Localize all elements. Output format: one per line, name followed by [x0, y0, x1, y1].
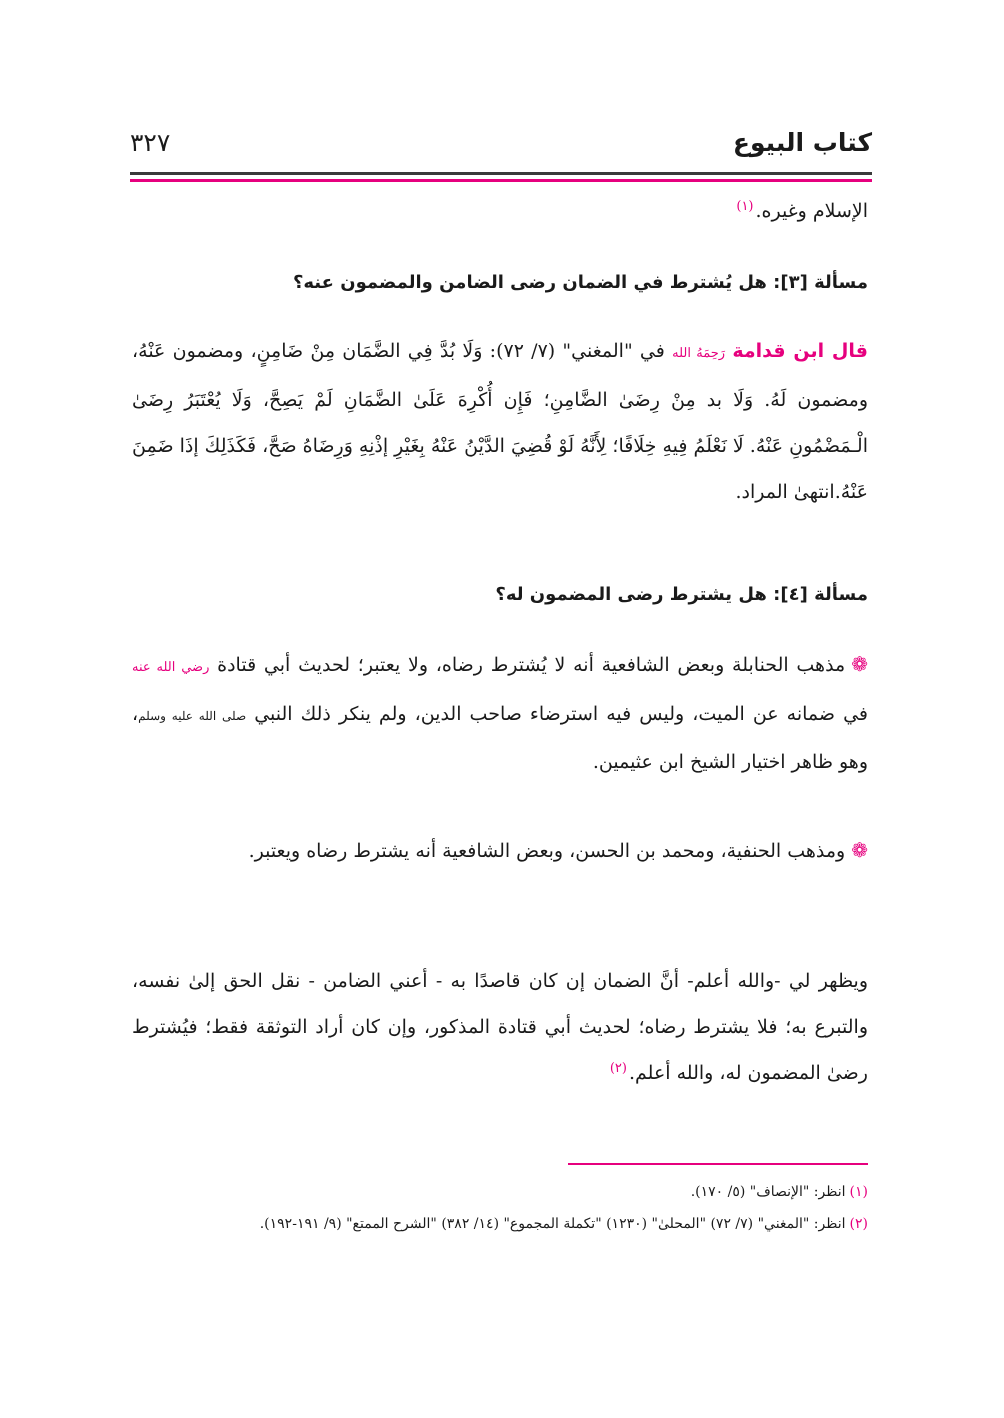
footnote-number: (٢) [849, 1216, 868, 1232]
para2-text: ومذهب الحنفية، ومحمد بن الحسن، وبعض الشافعية أنه يشترط رضاه ويعتبر. [248, 840, 846, 862]
footnote-1 [132, 1180, 868, 1204]
page-number: ٣٢٧ [130, 128, 171, 157]
book-title: كتاب البيوع [732, 128, 872, 157]
footnote-number: (١) [849, 1184, 868, 1200]
footnote-text: انظر: "الإنصاف" (٥/ ١٧٠). [690, 1184, 846, 1200]
issue-3-label: مسألة [٣]: [773, 272, 868, 293]
footnote-rule [568, 1163, 868, 1165]
blessing-glyph: رضي الله عنه [132, 660, 210, 675]
header-rule-pink [130, 179, 872, 182]
issue-3-question: هل يُشترط في الضمان رضى الضامن والمضمون عنه؟ [292, 272, 767, 293]
issue-4-conclusion [132, 958, 868, 1096]
issue-3-quote [132, 328, 868, 515]
footnote-ref-1: (١) [736, 198, 754, 214]
running-head [130, 124, 872, 174]
footnote-2 [132, 1212, 868, 1236]
blessing-glyph: صلى الله عليه وسلم [138, 709, 247, 723]
para1-text-c: ، وهو ظاهر اختيار الشيخ ابن عثيمين. [132, 703, 868, 773]
issue-4-paragraph-1 [132, 641, 868, 785]
footnotes [132, 1180, 868, 1244]
conclusion-text: ويظهر لي -والله أعلم- أنَّ الضمان إن كان قاصدًا به - أعني الضامن - نقل الحق إلىٰ نفسه، والتبرع به؛ فلا يشترط رضاه؛ لحديث أبي قتادة المذكور، وإن كان أراد التوثقة فقط؛ فيُشترط رضىٰ المضمون له، والله أعلم. [132, 970, 868, 1084]
para1-text-b: في ضمانه عن الميت، وليس فيه استرضاء صاحب الدين، ولم ينكر ذلك النبي [254, 703, 868, 725]
issue-4-label: مسألة [٤]: [773, 584, 868, 605]
issue-4-paragraph-2 [132, 827, 868, 874]
blessing-glyph: رَحِمَهُ الله [672, 346, 726, 361]
issue-3-heading [132, 272, 868, 293]
rosette-icon: ❁ [851, 838, 868, 862]
footnote-ref-2: (٢) [609, 1060, 627, 1076]
speaker-name: قال ابن قدامة [732, 340, 868, 362]
para1-text-a: مذهب الحنابلة وبعض الشافعية أنه لا يُشترط رضاه، ولا يعتبر؛ لحديث أبي قتادة [217, 654, 846, 676]
issue-3-quote-text: في "المغني" (٧/ ٧٢): وَلَا بُدَّ فِي الضَّمَان مِنْ ضَامِنٍ، ومضمون عَنْهُ، ومضمون لَهُ. وَلَا بد مِنْ رِضَىٰ الضَّامِنِ؛ فَإِن أُكْرِهَ عَلَىٰ الضَّمَانِ لَمْ يَصِحَّ، وَلَا يُعْتَبَرُ رِضَىٰ الْـمَضْمُونِ عَنْهُ. لَا نَعْلَمُ فِيهِ خِلَافًا؛ لِأَنَّهُ لَوْ قُضِيَ الدَّيْنُ عَنْهُ بِغَيْرِ إذْنِهِ وَرِضَاهُ صَحَّ، فَكَذَلِكَ إذَا ضَمِنَ عَنْهُ.انتهىٰ المراد. [132, 340, 868, 503]
continuation-paragraph [132, 188, 868, 234]
issue-4-heading [132, 584, 868, 605]
continuation-text: الإسلام وغيره. [755, 200, 868, 222]
header-rule-dark [130, 172, 872, 175]
issue-4-question: هل يشترط رضى المضمون له؟ [495, 584, 767, 605]
footnote-text: انظر: "المغني" (٧/ ٧٢) "المحلىٰ" (١٢٣٠) "تكملة المجموع" (١٤/ ٣٨٢) "الشرح الممتع" (٩/ ١٩١-١٩٢). [259, 1216, 846, 1232]
rosette-icon: ❁ [851, 652, 868, 676]
